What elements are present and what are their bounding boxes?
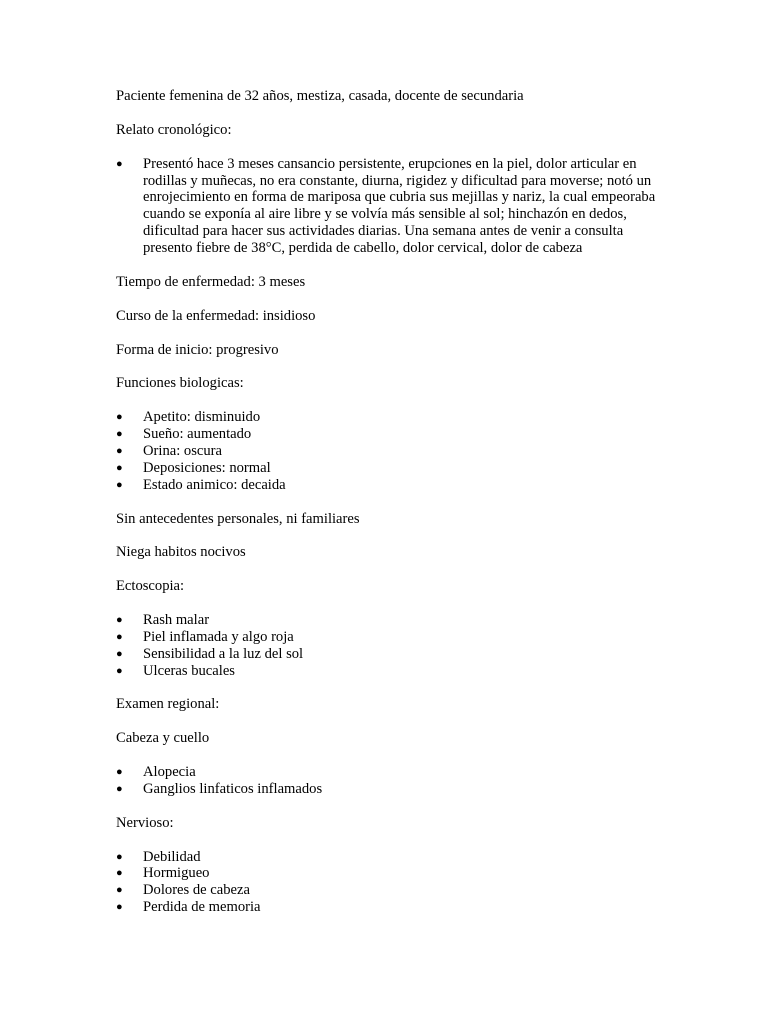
- relato-list: [116, 156, 656, 257]
- list-item-text: Rash malar: [143, 611, 210, 628]
- list-item-text: Ganglios linfaticos inflamados: [143, 780, 323, 797]
- bullet-icon: ●: [116, 782, 123, 795]
- list-item-text: Dolores de cabeza: [143, 882, 250, 899]
- list-item: [116, 849, 656, 866]
- bullet-icon: ●: [116, 647, 123, 660]
- bullet-icon: ●: [116, 157, 123, 170]
- ectoscopia-heading: Ectoscopia:: [116, 578, 185, 595]
- relato-heading: Relato cronológico:: [116, 121, 232, 138]
- list-item-text: Sensibilidad a la luz del sol: [143, 645, 304, 662]
- list-item: [116, 409, 656, 426]
- curso-enfermedad: Curso de la enfermedad: insidioso: [116, 307, 316, 324]
- cabeza-list: [116, 764, 656, 798]
- list-item: [116, 899, 656, 916]
- habitos: Niega habitos nocivos: [116, 544, 246, 561]
- ectoscopia-list: [116, 612, 656, 680]
- tiempo-enfermedad: Tiempo de enfermedad: 3 meses: [116, 273, 306, 290]
- nervioso-list: [116, 849, 656, 917]
- list-item-text: Alopecia: [143, 764, 196, 781]
- cabeza-heading: Cabeza y cuello: [116, 730, 210, 747]
- list-item-text: Hormigueo: [143, 865, 210, 882]
- antecedentes: Sin antecedentes personales, ni familiares: [116, 510, 360, 527]
- list-item: [116, 426, 656, 443]
- bullet-icon: ●: [116, 664, 123, 677]
- bullet-icon: ●: [116, 461, 123, 474]
- list-item: [116, 477, 656, 494]
- bullet-icon: ●: [116, 766, 123, 779]
- bullet-icon: ●: [116, 613, 123, 626]
- list-item: [116, 646, 656, 663]
- funciones-heading: Funciones biologicas:: [116, 375, 244, 392]
- bullet-icon: ●: [116, 884, 123, 897]
- list-item-text: Presentó hace 3 meses cansancio persistente, erupciones en la piel, dolor articular en rodillas y muñecas, no era constante, diurna, rigidez y dificultad para moverse; notó un enrojecimiento en forma de mariposa que cubria sus mejillas y nariz, la cual empeoraba cuando se exponía al aire libre y se volvía más sensible al sol; hinchazón en dedos, dificultad para hacer sus actividades diarias. Una semana antes de venir a consulta presento fiebre de 38°C, perdida de cabello, dolor cervical, dolor de cabeza: [143, 155, 656, 257]
- list-item-text: Deposiciones: normal: [143, 459, 271, 476]
- document-page: [116, 88, 656, 933]
- patient-header: Paciente femenina de 32 años, mestiza, casada, docente de secundaria: [116, 88, 524, 104]
- list-item: [116, 663, 656, 680]
- forma-inicio: Forma de inicio: progresivo: [116, 341, 279, 358]
- bullet-icon: ●: [116, 411, 123, 424]
- list-item-text: Estado animico: decaida: [143, 476, 286, 493]
- list-item: [116, 629, 656, 646]
- bullet-icon: ●: [116, 901, 123, 914]
- list-item: [116, 781, 656, 798]
- list-item-text: Piel inflamada y algo roja: [143, 628, 294, 645]
- list-item: [116, 882, 656, 899]
- bullet-icon: ●: [116, 478, 123, 491]
- list-item: [116, 764, 656, 781]
- list-item: [116, 156, 656, 257]
- list-item: [116, 612, 656, 629]
- list-item-text: Debilidad: [143, 848, 201, 865]
- bullet-icon: ●: [116, 630, 123, 643]
- list-item-text: Apetito: disminuido: [143, 409, 261, 426]
- list-item: [116, 460, 656, 477]
- bullet-icon: ●: [116, 850, 123, 863]
- list-item: [116, 865, 656, 882]
- bullet-icon: ●: [116, 444, 123, 457]
- list-item-text: Ulceras bucales: [143, 662, 235, 679]
- list-item: [116, 443, 656, 460]
- funciones-list: [116, 409, 656, 494]
- bullet-icon: ●: [116, 867, 123, 880]
- list-item-text: Sueño: aumentado: [143, 426, 252, 443]
- bullet-icon: ●: [116, 428, 123, 441]
- examen-heading: Examen regional:: [116, 696, 220, 713]
- list-item-text: Perdida de memoria: [143, 899, 261, 916]
- nervioso-heading: Nervioso:: [116, 814, 174, 831]
- list-item-text: Orina: oscura: [143, 442, 223, 459]
